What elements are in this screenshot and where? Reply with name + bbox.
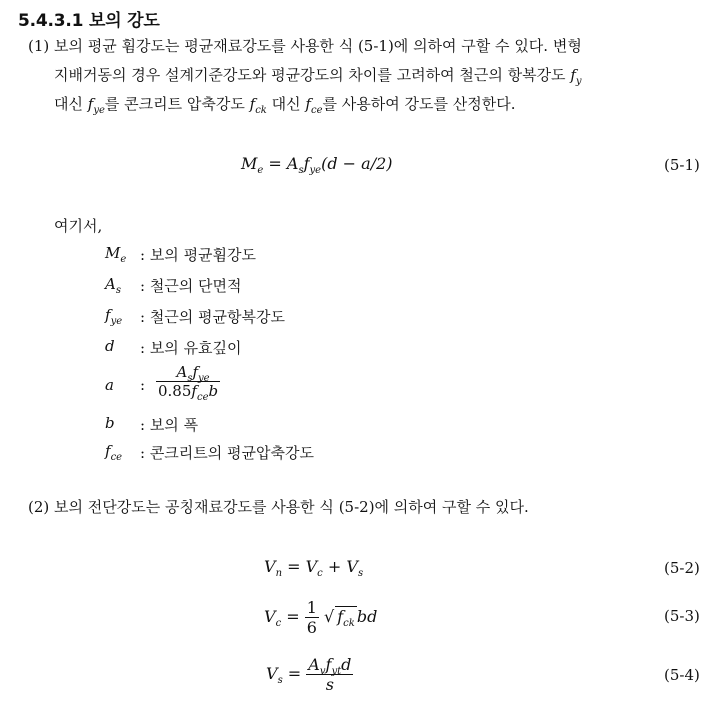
equation-5-1: $M_e = A_sf_{ye}(d - a/2)$	[241, 154, 393, 176]
where-label: 여기서,	[54, 217, 103, 235]
fce-symbol: $f_{ce}$	[305, 95, 323, 116]
def-a-symbol: a	[105, 376, 114, 394]
para2	[28, 498, 529, 517]
def-As-desc: : 철근의 단면적	[140, 277, 242, 295]
section-title: 보의 강도	[89, 11, 160, 31]
para1-marker: (1)	[28, 37, 50, 55]
equation-number-5-1: (5-1)	[664, 156, 700, 174]
equation-number-5-3: (5-3)	[664, 607, 700, 625]
para1-line3-d: 를 사용하여 강도를 산정한다.	[322, 95, 516, 113]
equation-number-5-2: (5-2)	[664, 559, 700, 577]
fye-symbol: $f_{ye}$	[87, 95, 105, 116]
def-As-symbol: $A_s$	[105, 275, 121, 296]
fy-symbol: $f_y$	[570, 66, 582, 87]
def-fce-desc: : 콘크리트의 평균압축강도	[140, 444, 314, 462]
equation-5-2: $V_n = V_c + V_s$	[264, 557, 364, 579]
para1-line3-c: 대신	[271, 95, 301, 113]
para1-line3-b: 를 콘크리트 압축강도	[104, 95, 245, 113]
def-d-desc: : 보의 유효깊이	[140, 339, 242, 357]
def-fye-desc: : 철근의 평균항복강도	[140, 308, 286, 326]
para1-line1-text: 보의 평균 휨강도는 평균재료강도를 사용한 식 (5-1)에 의하여 구할 수 있다. 변형	[54, 37, 582, 55]
para1-line1	[28, 37, 582, 56]
def-a-desc: :	[140, 376, 146, 394]
para2-marker: (2)	[28, 498, 50, 516]
equation-5-4: $V_s$ = $\frac{A_vf_{yt}d}{s}$	[266, 655, 352, 694]
def-fye-symbol: $f_{ye}$	[105, 306, 123, 327]
equation-number-5-4: (5-4)	[664, 666, 700, 684]
def-b-desc: : 보의 폭	[140, 416, 199, 434]
section-heading	[18, 6, 160, 31]
fck-symbol: $f_{ck}$	[249, 95, 267, 116]
def-a-fraction: $\frac{A_sf_{ye}}{0.85f_{ce}b}$	[158, 363, 219, 403]
para2-text: 보의 전단강도는 공칭재료강도를 사용한 식 (5-2)에 의하여 구할 수 있다.	[54, 498, 529, 516]
para1-line3	[54, 95, 515, 116]
equation-5-3: $V_c$ = $\frac{1}{6}$ √ $f_{ck}$ bd	[264, 598, 378, 637]
para1-line2	[54, 66, 582, 87]
def-Me-symbol: $M_e$	[105, 244, 127, 265]
para1-line3-a: 대신	[54, 95, 83, 113]
section-number: 5.4.3.1	[18, 11, 84, 31]
def-fce-symbol: $f_{ce}$	[105, 442, 123, 463]
def-Me-desc: : 보의 평균휨강도	[140, 246, 257, 264]
def-d-symbol: d	[105, 337, 115, 355]
def-b-symbol: b	[105, 414, 115, 432]
para1-line2-text: 지배거동의 경우 설계기준강도와 평균강도의 차이를 고려하여 철근의 항복강도	[54, 66, 566, 84]
